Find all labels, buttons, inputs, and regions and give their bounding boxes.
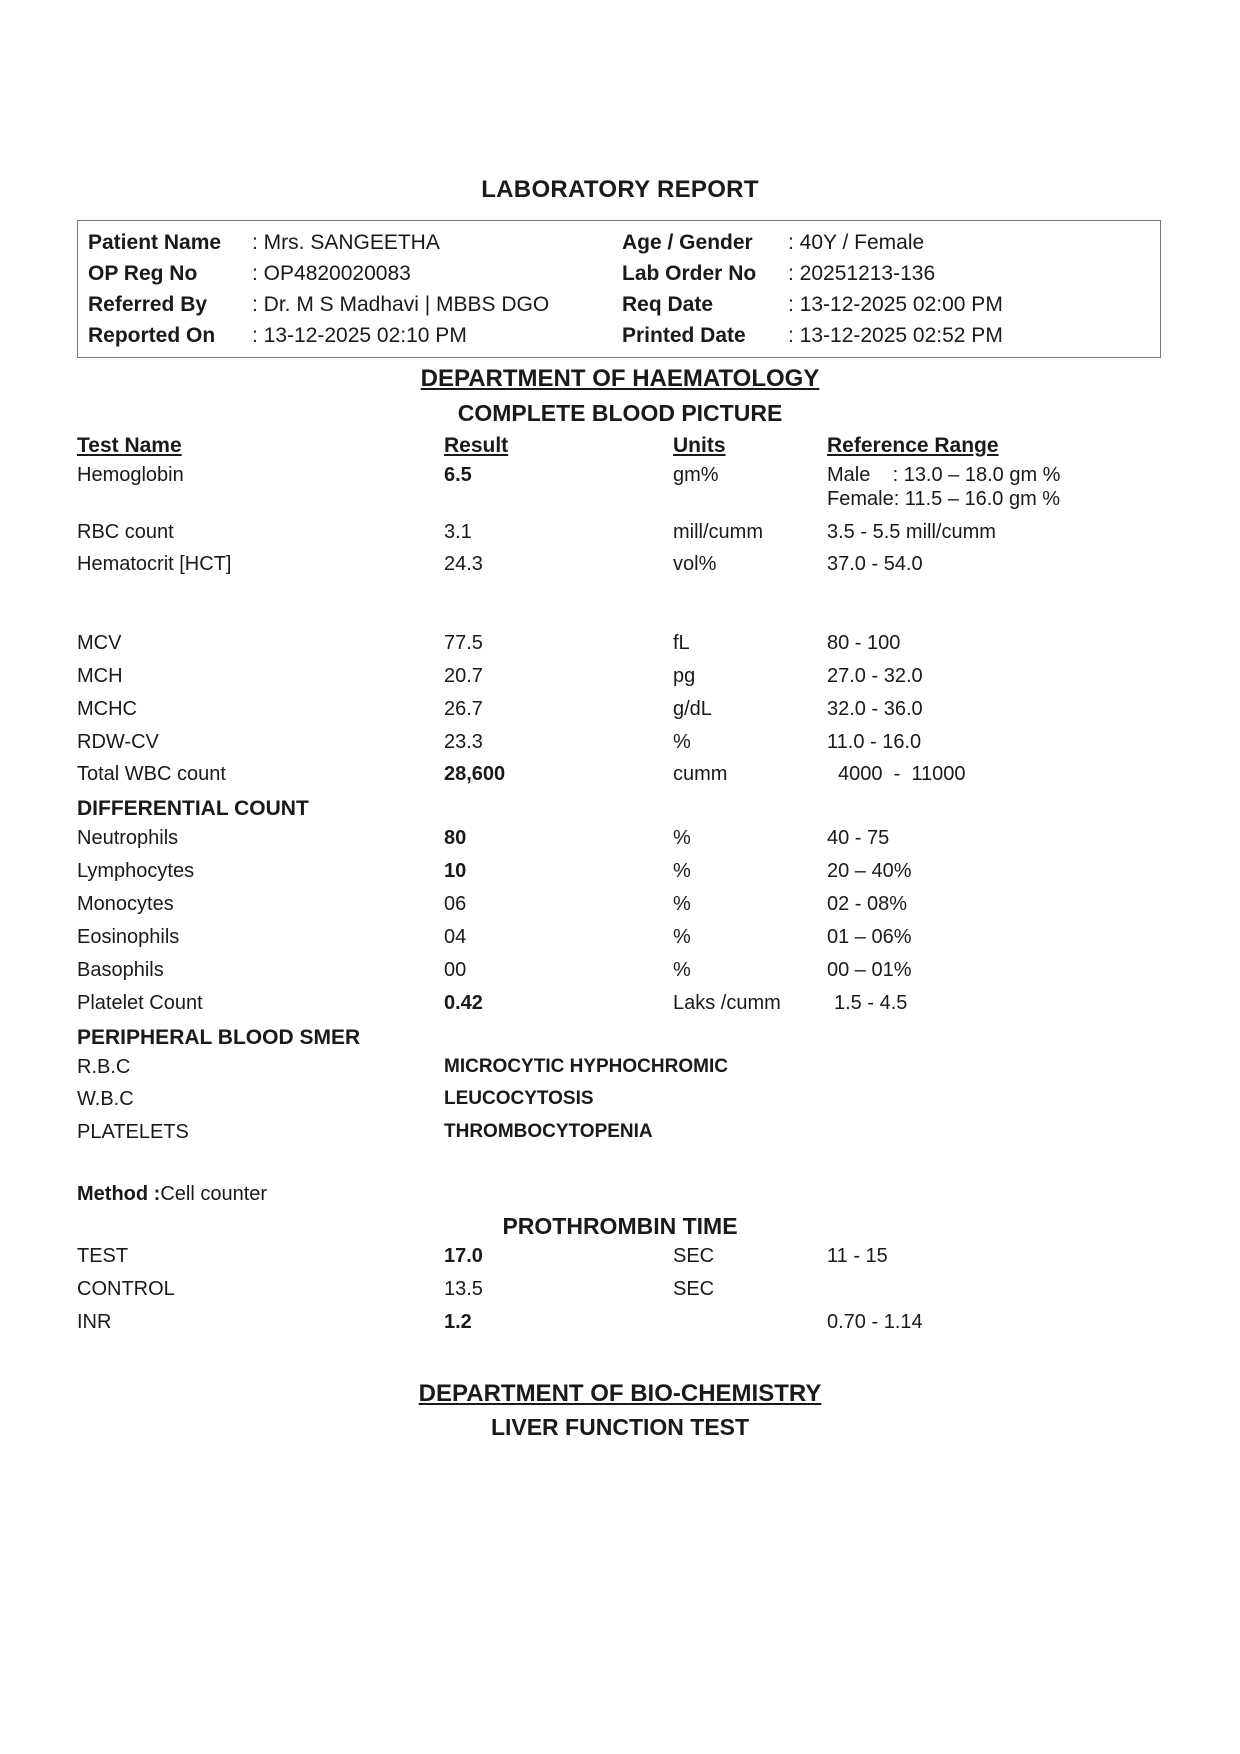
smear-name: R.B.C — [77, 1056, 131, 1078]
test-reference: 40 - 75 — [827, 827, 890, 849]
test-reference: 37.0 - 54.0 — [827, 553, 923, 575]
test-unit: fL — [673, 632, 690, 654]
table-row — [0, 632, 1240, 660]
test-reference: 3.5 - 5.5 mill/cumm — [827, 521, 996, 543]
test-unit: % — [673, 860, 691, 882]
op-reg-label: OP Reg No — [88, 262, 198, 285]
lab-order-label: Lab Order No — [622, 262, 757, 285]
peripheral-smear-title: PERIPHERAL BLOOD SMER — [77, 1026, 361, 1049]
lab-order-value: : 20251213-136 — [788, 262, 936, 285]
test-name: Hematocrit [HCT] — [77, 553, 232, 575]
report-title: LABORATORY REPORT — [481, 176, 759, 203]
table-row — [0, 827, 1240, 855]
test-name: Neutrophils — [77, 827, 179, 849]
table-row — [0, 992, 1240, 1020]
req-date-value: : 13-12-2025 02:00 PM — [788, 293, 1003, 316]
table-row — [0, 1245, 1240, 1273]
results-header-row — [0, 434, 1240, 462]
test-name: Total WBC count — [77, 763, 226, 785]
test-reference: 80 - 100 — [827, 632, 901, 654]
test-result: 24.3 — [444, 553, 483, 575]
table-row — [0, 860, 1240, 888]
printed-date-value: : 13-12-2025 02:52 PM — [788, 324, 1003, 347]
patient-name-label: Patient Name — [88, 231, 222, 254]
table-row — [0, 665, 1240, 693]
test-name: Basophils — [77, 959, 164, 981]
test-name: INR — [77, 1311, 112, 1333]
smear-result: LEUCOCYTOSIS — [444, 1088, 594, 1109]
patient-row-2 — [78, 262, 1160, 292]
test-name: RDW-CV — [77, 731, 159, 753]
smear-result: THROMBOCYTOPENIA — [444, 1121, 653, 1142]
test-reference: 11 - 15 — [827, 1245, 888, 1267]
test-result: 3.1 — [444, 521, 472, 543]
test-unit: SEC — [673, 1278, 715, 1300]
test-unit: vol% — [673, 553, 717, 575]
header-test-name: Test Name — [77, 434, 182, 457]
test-reference: Male : 13.0 – 18.0 gm % — [827, 464, 1061, 486]
referred-by-value: : Dr. M S Madhavi | MBBS DGO — [252, 293, 550, 316]
patient-info-box — [77, 220, 1161, 358]
test-result: 0.42 — [444, 992, 483, 1014]
test-name: CONTROL — [77, 1278, 175, 1300]
test-result: 17.0 — [444, 1245, 483, 1267]
test-result: 77.5 — [444, 632, 483, 654]
smear-name: PLATELETS — [77, 1121, 189, 1143]
reported-on-label: Reported On — [88, 324, 216, 347]
patient-name-value: : Mrs. SANGEETHA — [252, 231, 440, 254]
test-reference: 11.0 - 16.0 — [827, 731, 922, 753]
prothrombin-title: PROTHROMBIN TIME — [502, 1213, 738, 1239]
test-unit: SEC — [673, 1245, 715, 1267]
header-units: Units — [673, 434, 726, 457]
smear-name: W.B.C — [77, 1088, 134, 1110]
table-row — [0, 521, 1240, 549]
table-row — [0, 1121, 1240, 1149]
test-reference: 32.0 - 36.0 — [827, 698, 923, 720]
test-reference: 20 – 40% — [827, 860, 912, 882]
test-result: 23.3 — [444, 731, 483, 753]
test-name: MCHC — [77, 698, 137, 720]
test-result: 20.7 — [444, 665, 483, 687]
test-result: 26.7 — [444, 698, 483, 720]
cbp-subtitle: COMPLETE BLOOD PICTURE — [457, 400, 783, 426]
test-unit: g/dL — [673, 698, 712, 720]
test-result: 13.5 — [444, 1278, 483, 1300]
test-reference: 0.70 - 1.14 — [827, 1311, 923, 1333]
lft-subtitle: LIVER FUNCTION TEST — [490, 1414, 750, 1440]
test-name: RBC count — [77, 521, 174, 543]
table-row — [0, 1278, 1240, 1306]
test-result: 04 — [444, 926, 467, 948]
test-reference: 01 – 06% — [827, 926, 912, 948]
test-name: MCH — [77, 665, 123, 687]
table-row — [0, 1088, 1240, 1116]
differential-count-title: DIFFERENTIAL COUNT — [77, 797, 309, 820]
test-name: Eosinophils — [77, 926, 180, 948]
test-name: Hemoglobin — [77, 464, 184, 486]
table-row — [0, 959, 1240, 987]
table-row — [0, 1311, 1240, 1339]
test-unit: pg — [673, 665, 696, 687]
haematology-department-title: DEPARTMENT OF HAEMATOLOGY — [420, 365, 820, 392]
smear-result: MICROCYTIC HYPHOCHROMIC — [444, 1056, 728, 1077]
test-unit: cumm — [673, 763, 728, 785]
test-reference: 4000 - 11000 — [838, 763, 966, 785]
method-value: Cell counter — [160, 1183, 268, 1205]
test-result: 10 — [444, 860, 467, 882]
patient-row-4 — [78, 324, 1160, 354]
test-reference: 27.0 - 32.0 — [827, 665, 923, 687]
method-line — [77, 1183, 267, 1206]
test-name: MCV — [77, 632, 122, 654]
test-unit: % — [673, 926, 691, 948]
table-row — [0, 926, 1240, 954]
test-unit: % — [673, 731, 691, 753]
op-reg-value: : OP4820020083 — [252, 262, 411, 285]
table-row — [0, 698, 1240, 726]
header-reference-range: Reference Range — [827, 434, 999, 457]
test-unit: Laks /cumm — [673, 992, 781, 1014]
test-unit: % — [673, 959, 691, 981]
test-result: 28,600 — [444, 763, 506, 785]
test-name: Lymphocytes — [77, 860, 195, 882]
test-unit: % — [673, 827, 691, 849]
table-row — [0, 763, 1240, 791]
referred-by-label: Referred By — [88, 293, 208, 316]
table-row — [0, 553, 1240, 581]
test-unit: % — [673, 893, 691, 915]
reported-on-value: : 13-12-2025 02:10 PM — [252, 324, 467, 347]
age-gender-value: : 40Y / Female — [788, 231, 925, 254]
printed-date-label: Printed Date — [622, 324, 746, 347]
age-gender-label: Age / Gender — [622, 231, 753, 254]
table-row — [0, 1056, 1240, 1084]
test-result: 00 — [444, 959, 467, 981]
table-row — [0, 893, 1240, 921]
req-date-label: Req Date — [622, 293, 714, 316]
test-reference-female: Female: 11.5 – 16.0 gm % — [827, 488, 1061, 510]
test-name: TEST — [77, 1245, 129, 1267]
header-result: Result — [444, 434, 509, 457]
test-unit: mill/cumm — [673, 521, 763, 543]
patient-row-1 — [78, 231, 1160, 261]
test-name: Platelet Count — [77, 992, 203, 1014]
patient-row-3 — [78, 293, 1160, 323]
test-reference: 1.5 - 4.5 — [834, 992, 908, 1014]
test-unit: gm% — [673, 464, 719, 486]
table-row — [0, 731, 1240, 759]
test-result: 06 — [444, 893, 467, 915]
test-reference: 00 – 01% — [827, 959, 912, 981]
biochemistry-department-title: DEPARTMENT OF BIO-CHEMISTRY — [418, 1380, 822, 1407]
test-result: 6.5 — [444, 464, 472, 486]
test-reference: 02 - 08% — [827, 893, 908, 915]
test-result: 1.2 — [444, 1311, 472, 1333]
test-name: Monocytes — [77, 893, 174, 915]
test-result: 80 — [444, 827, 467, 849]
method-label: Method : — [77, 1183, 161, 1205]
